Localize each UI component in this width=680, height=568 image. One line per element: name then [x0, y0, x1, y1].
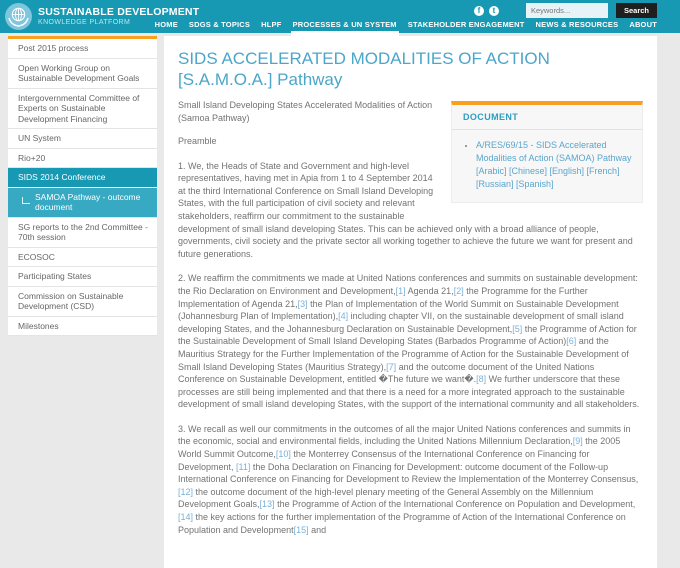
reference-link[interactable]: [12]	[178, 486, 194, 497]
reference-link[interactable]: [8]	[476, 374, 487, 385]
sidebar-item-milestones[interactable]: Milestones	[8, 317, 157, 337]
site-subtitle: KNOWLEDGE PLATFORM	[38, 19, 131, 26]
search-button[interactable]: Search	[616, 3, 657, 18]
reference-link[interactable]: [15]	[293, 524, 309, 535]
document-link[interactable]: ▪ A/RES/69/15 - SIDS Accelerated Modalities of Action (SAMOA) Pathway [Arabic] [Chinese] [English] [French] [Russian] [Spanish]	[476, 139, 632, 191]
body-wrap	[0, 33, 680, 568]
paragraph: 2. We reaffirm the commitments we made at United Nations conferences and summits on sustainable development: the Rio Declaration on Environment and Development,[1] Agenda 21,[2] the Programme for the Further Implementation of Agenda 21,[3] the Plan of Implementation of the World Summit on Sustainable Development (Johannesburg Plan of Implementation),[4] including chapter VII, on the sustainable development of small island developing States, and the Johannesburg Declaration on Sustainable Development,[5] the Programme of Action for the Sustainable Development of Small Island Developing States (Barbados Programme of Action)[6] and the Mauritius Strategy for the Further Implementation of the Programme of Action for the Sustainable Development of Small Island Developing States (Mauritius Strategy),[7] and the outcome document of the United Nations Conference on Sustainable Development, entitled �The future we want�.[8] We further underscore that these processes are still being implemented and that there is a need for a more integrated approach to the sustainable development of small island developing States, with the support of the international community and all stakeholders.	[178, 273, 640, 410]
sidebar-item-label: SAMOA Pathway - outcome document	[35, 191, 141, 212]
reference-link[interactable]: [13]	[259, 499, 275, 510]
nav-item-stakeholder-engagement[interactable]: STAKEHOLDER ENGAGEMENT	[407, 20, 525, 29]
paragraph: Preamble	[178, 136, 217, 146]
main-nav	[155, 20, 657, 30]
sidebar-item-sg-reports-to-the-2nd-committee-70th-ses[interactable]: SG reports to the 2nd Committee - 70th session	[8, 218, 157, 248]
sidebar-item-open-working-group-on-sustainable-develo[interactable]: Open Working Group on Sustainable Development Goals	[8, 59, 157, 89]
reference-link[interactable]: [11]	[236, 461, 251, 472]
sidebar-item-un-system[interactable]: UN System	[8, 129, 157, 149]
site-title: SUSTAINABLE DEVELOPMENT	[38, 6, 200, 18]
facebook-icon[interactable]: f	[474, 6, 484, 16]
search-input[interactable]	[526, 3, 608, 18]
document-box-title: DOCUMENT	[452, 105, 642, 130]
reference-link[interactable]: [10]	[275, 449, 291, 460]
sidebar-item-samoa-pathway-outcome-document[interactable]	[8, 188, 157, 218]
sidebar	[8, 36, 157, 336]
header-utility-row	[474, 2, 657, 19]
page-subtitle: Small Island Developing States Accelerated Modalities of Action (Samoa Pathway)	[178, 100, 433, 123]
reference-link[interactable]: [7]	[386, 361, 397, 372]
twitter-icon[interactable]: t	[489, 6, 499, 16]
paragraph: 3. We recall as well our commitments in the outcomes of all the major United Nations conferences and summits in the economic, social and environmental fields, including the United Nations Millennium Declaration,[9] the 2005 World Summit Outcome,[10] the Monterrey Consensus of the International Conference on Financing for Development, [11] the Doha Declaration on Financing for Development: outcome document of the Follow-up International Conference on Financing for Development to Review the Implementation of the Monterrey Consensus,[12] the outcome document of the high-level plenary meeting of the General Assembly on the Millennium Development Goals,[13] the Programme of Action of the International Conference on Population and Development, [14] the key actions for the further implementation of the Programme of Action of the International Conference on Population and Development[15] and	[178, 423, 639, 535]
reference-link[interactable]: [2]	[453, 285, 464, 296]
sidebar-item-ecosoc[interactable]: ECOSOC	[8, 248, 157, 268]
un-emblem-icon	[5, 3, 32, 30]
sidebar-item-participating-states[interactable]: Participating States	[8, 267, 157, 287]
document-links	[452, 130, 642, 202]
main-content	[164, 36, 657, 568]
nav-item-hlpf[interactable]: HLPF	[261, 20, 282, 29]
reference-link[interactable]: [3]	[297, 298, 308, 309]
nav-item-processes-un-system[interactable]: PROCESSES & UN SYSTEM	[292, 20, 397, 29]
nav-item-news-resources[interactable]: NEWS & RESOURCES	[535, 20, 619, 29]
reference-link[interactable]: [1]	[395, 285, 406, 296]
sidebar-item-post-2015-process[interactable]: Post 2015 process	[8, 39, 157, 59]
sidebar-item-commission-on-sustainable-development-cs[interactable]: Commission on Sustainable Development (CSD)	[8, 287, 157, 317]
nav-item-about[interactable]: ABOUT	[629, 20, 657, 29]
paragraph: 1. We, the Heads of State and Government and high-level representatives, having met in Apia from 1 to 4 September 2014 at the third International Conference on Small Island Developing States, with the full participation of civil society and relevant stakeholders, reaffirm our commitment to the sustainable development of small island developing States. This can be achieved only with a broad alliance of people, governments, civil society and the private sector all working together to achieve the future we want for present and future generations.	[178, 160, 633, 259]
tree-branch-icon	[22, 197, 30, 204]
document-box	[451, 101, 643, 203]
page-title: SIDS ACCELERATED MODALITIES OF ACTION [S.A.M.O.A.] Pathway	[178, 49, 550, 89]
reference-link[interactable]: [6]	[566, 336, 577, 347]
reference-link[interactable]: [14]	[178, 512, 194, 523]
nav-item-sdgs-topics[interactable]: SDGS & TOPICS	[188, 20, 251, 29]
sidebar-item-rio-20[interactable]: Rio+20	[8, 149, 157, 169]
sidebar-item-intergovernmental-committee-of-experts-o[interactable]: Intergovernmental Committee of Experts on Sustainable Development Financing	[8, 89, 157, 130]
sidebar-item-sids-2014-conference[interactable]: SIDS 2014 Conference	[8, 168, 157, 188]
nav-item-home[interactable]: HOME	[154, 20, 178, 29]
header	[0, 0, 680, 33]
reference-link[interactable]: [9]	[572, 436, 583, 447]
reference-link[interactable]: [5]	[512, 323, 523, 334]
reference-link[interactable]: [4]	[338, 311, 349, 322]
